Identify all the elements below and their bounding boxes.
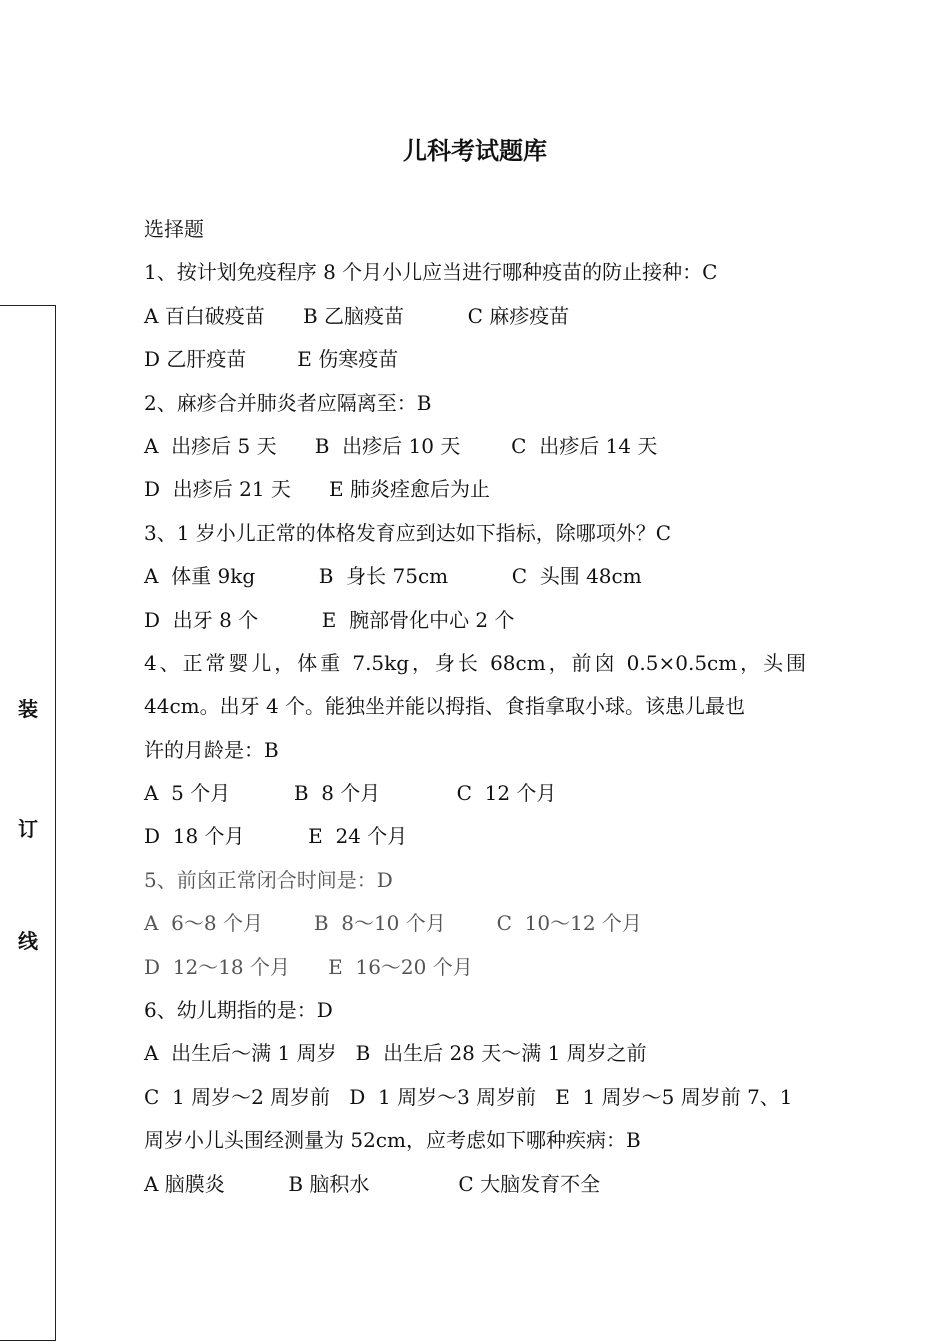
question-line: A 出生后～满 1 周岁 B 出生后 28 天～满 1 周岁之前 [144,1041,647,1066]
question-line: 5、前囟正常闭合时间是：D [144,867,393,892]
page-title: 儿科考试题库 [403,136,547,165]
question-line: A 体重 9kg B 身长 75cm C 头围 48cm [144,564,642,589]
question-line: D 出牙 8 个 E 腕部骨化中心 2 个 [144,607,515,632]
question-line: D 18 个月 E 24 个月 [144,824,408,849]
question-line: 3、1 岁小儿正常的体格发育应到达如下指标，除哪项外？C [144,520,672,545]
binding-char-xian: 线 [18,929,38,953]
question-list [144,208,806,1206]
question-line: 4、正常婴儿，体重 7.5kg，身长 68cm，前囟 0.5×0.5cm，头围 [144,650,806,675]
question-line: D 乙肝疫苗 E 伤寒疫苗 [144,347,399,372]
question-line: D 出疹后 21 天 E 肺炎痊愈后为止 [144,477,491,502]
question-line: 6、幼儿期指的是：D [144,998,333,1023]
question-line: A 脑膜炎 B 脑积水 C 大脑发育不全 [144,1171,601,1196]
question-line: D 12～18 个月 E 16～20 个月 [144,954,473,979]
question-line: 2、麻疹合并肺炎者应隔离至：B [144,390,432,415]
question-line: 许的月龄是：B [144,737,279,762]
question-line: A 出疹后 5 天 B 出疹后 10 天 C 出疹后 14 天 [144,433,658,458]
binding-char-zhuang: 装 [18,697,38,721]
question-line: A 5 个月 B 8 个月 C 12 个月 [144,781,557,806]
binding-char-ding: 订 [18,817,38,841]
question-line: 44cm。出牙 4 个。能独坐并能以拇指、食指拿取小球。该患儿最也 [144,694,746,719]
question-line: 1、按计划免疫程序 8 个月小儿应当进行哪种疫苗的防止接种：C [144,260,718,285]
question-line: 周岁小儿头围经测量为 52cm，应考虑如下哪种疾病：B [144,1128,641,1153]
question-line: A 百白破疫苗 B 乙脑疫苗 C 麻疹疫苗 [144,303,570,328]
section-heading: 选择题 [144,217,204,241]
question-line: A 6～8 个月 B 8～10 个月 C 10～12 个月 [144,911,642,936]
question-line: C 1 周岁～2 周岁前 D 1 周岁～3 周岁前 E 1 周岁～5 周岁前 7、1 [144,1084,793,1109]
